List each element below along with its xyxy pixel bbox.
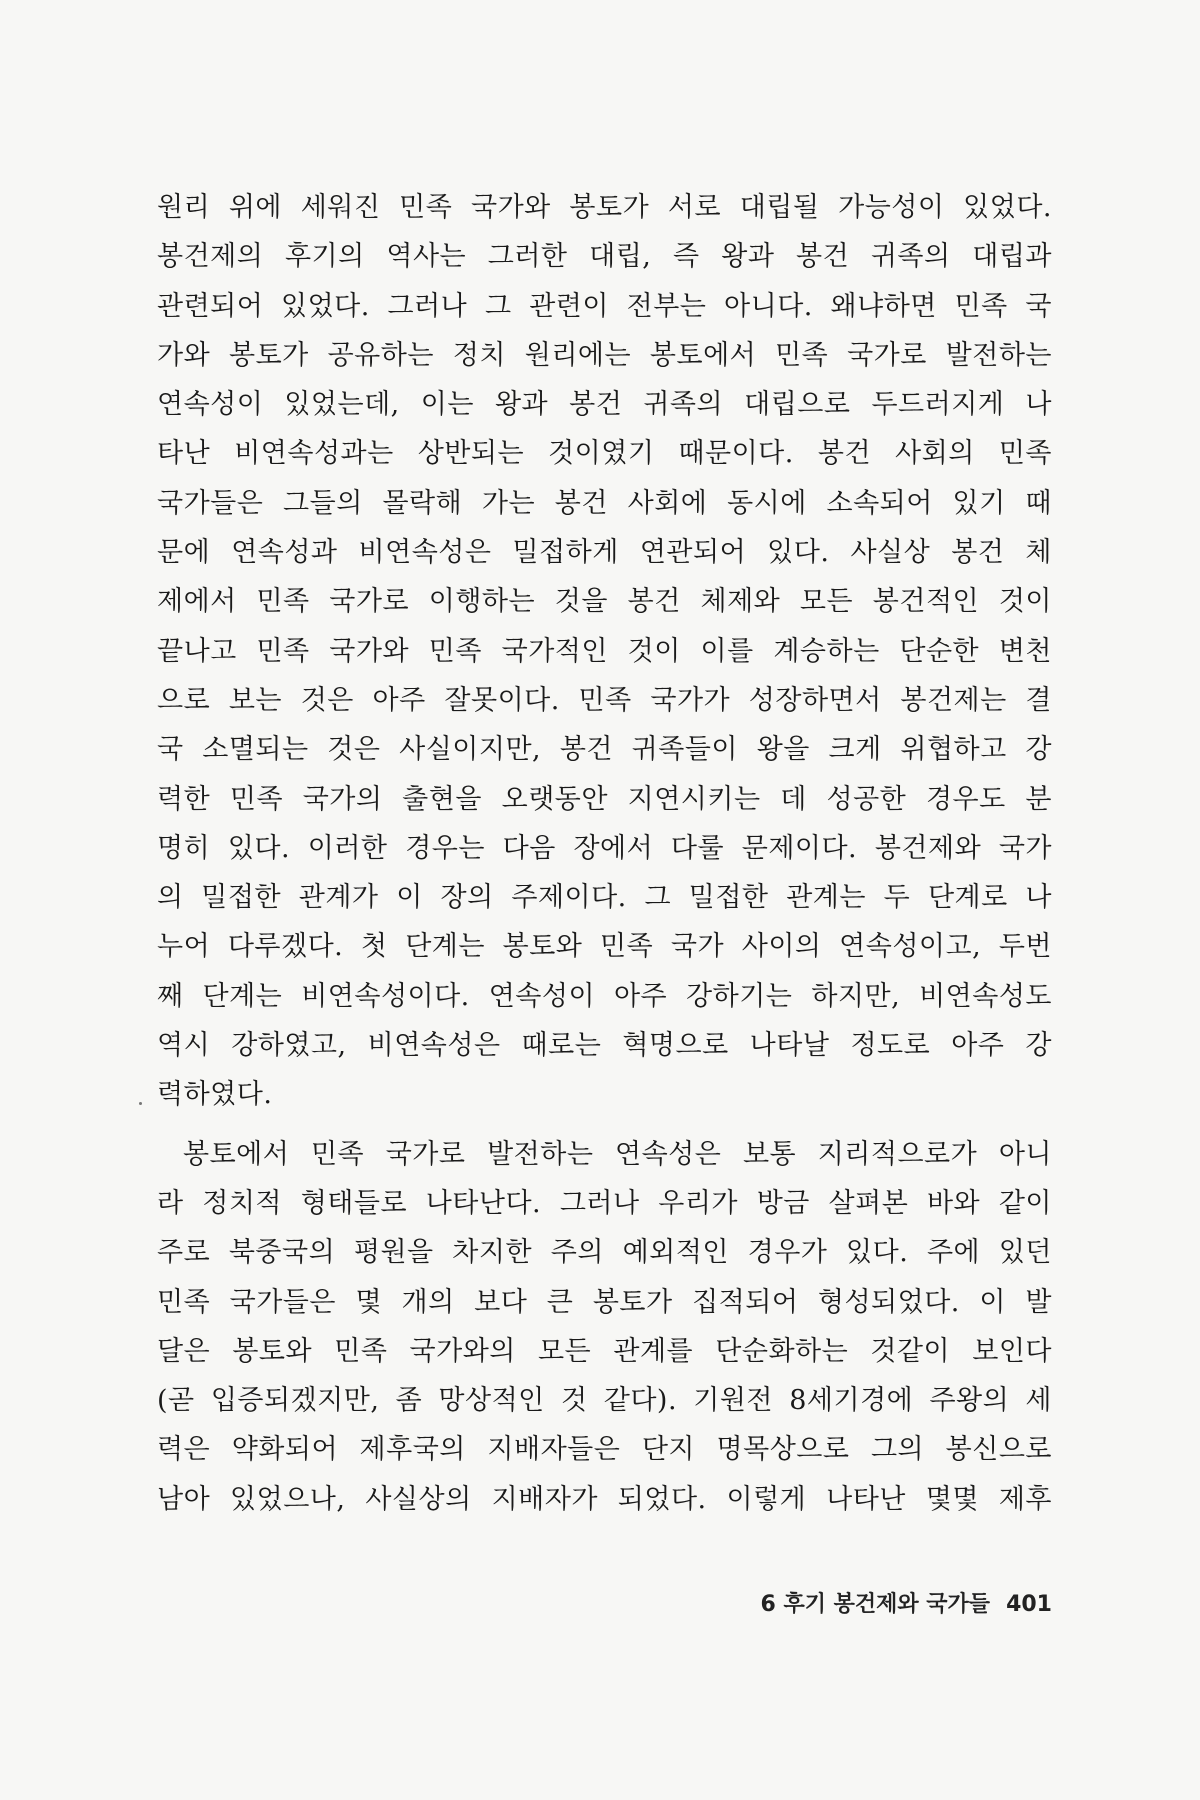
text-line: 역시 강하였고, 비연속성은 때로는 혁명으로 나타날 정도로 아주 강	[157, 1030, 1052, 1062]
text-line: 봉건제의 후기의 역사는 그러한 대립, 즉 왕과 봉건 귀족의 대립과	[157, 241, 1052, 273]
text-line: 끝나고 민족 국가와 민족 국가적인 것이 이를 계승하는 단순한 변천	[157, 635, 1052, 667]
text-line: 문에 연속성과 비연속성은 밀접하게 연관되어 있다. 사실상 봉건 체	[157, 537, 1052, 569]
text-line: 원리 위에 세워진 민족 국가와 봉토가 서로 대립될 가능성이 있었다.	[157, 192, 1052, 223]
text-line: 민족 국가들은 몇 개의 보다 큰 봉토가 집적되어 형성되었다. 이 발	[157, 1286, 1052, 1318]
text-line: 관련되어 있었다. 그러나 그 관련이 전부는 아니다. 왜냐하면 민족 국	[157, 290, 1052, 322]
text-line: 력한 민족 국가의 출현을 오랫동안 지연시키는 데 성공한 경우도 분	[157, 783, 1052, 815]
text-line: 달은 봉토와 민족 국가와의 모든 관계를 단순화하는 것같이 보인다	[157, 1335, 1052, 1367]
text-line: (곧 입증되겠지만, 좀 망상적인 것 같다). 기원전 8세기경에 주왕의 세	[157, 1385, 1052, 1417]
text-line: 타난 비연속성과는 상반되는 것이였기 때문이다. 봉건 사회의 민족	[157, 438, 1052, 470]
scan-speck	[139, 1102, 142, 1105]
paragraph	[157, 183, 1052, 1120]
text-line: 력하였다.	[157, 1079, 273, 1111]
text-line: 의 밀접한 관계가 이 장의 주제이다. 그 밀접한 관계는 두 단계로 나	[157, 882, 1052, 914]
text-line: 남아 있었으나, 사실상의 지배자가 되었다. 이렇게 나타난 몇몇 제후	[157, 1483, 1052, 1515]
text-line: 라 정치적 형태들로 나타난다. 그러나 우리가 방금 살펴본 바와 같이	[157, 1187, 1052, 1219]
text-line: 국 소멸되는 것은 사실이지만, 봉건 귀족들이 왕을 크게 위협하고 강	[157, 734, 1052, 766]
text-line: 주로 북중국의 평원을 차지한 주의 예외적인 경우가 있다. 주에 있던	[157, 1237, 1052, 1269]
page-footer	[690, 1587, 1052, 1618]
paragraph	[157, 1130, 1052, 1524]
page-number: 401	[1006, 1592, 1052, 1617]
text-line: 봉토에서 민족 국가로 발전하는 연속성은 보통 지리적으로가 아니	[183, 1138, 1052, 1170]
text-line: 력은 약화되어 제후국의 지배자들은 단지 명목상으로 그의 봉신으로	[157, 1434, 1052, 1466]
text-line: 가와 봉토가 공유하는 정치 원리에는 봉토에서 민족 국가로 발전하는	[157, 339, 1052, 371]
text-line: 국가들은 그들의 몰락해 가는 봉건 사회에 동시에 소속되어 있기 때	[157, 487, 1052, 519]
text-line: 명히 있다. 이러한 경우는 다음 장에서 다룰 문제이다. 봉건제와 국가	[157, 832, 1052, 864]
text-line: 제에서 민족 국가로 이행하는 것을 봉건 체제와 모든 봉건적인 것이	[157, 586, 1052, 618]
text-line: 으로 보는 것은 아주 잘못이다. 민족 국가가 성장하면서 봉건제는 결	[157, 684, 1052, 716]
paragraph-gap	[157, 1120, 1052, 1130]
text-line: 연속성이 있었는데, 이는 왕과 봉건 귀족의 대립으로 두드러지게 나	[157, 389, 1052, 421]
body-text	[157, 183, 1052, 1524]
text-line: 째 단계는 비연속성이다. 연속성이 아주 강하기는 하지만, 비연속성도	[157, 980, 1052, 1012]
text-line: 누어 다루겠다. 첫 단계는 봉토와 민족 국가 사이의 연속성이고, 두번	[157, 931, 1052, 963]
running-head: 6 후기 봉건제와 국가들	[760, 1592, 991, 1617]
